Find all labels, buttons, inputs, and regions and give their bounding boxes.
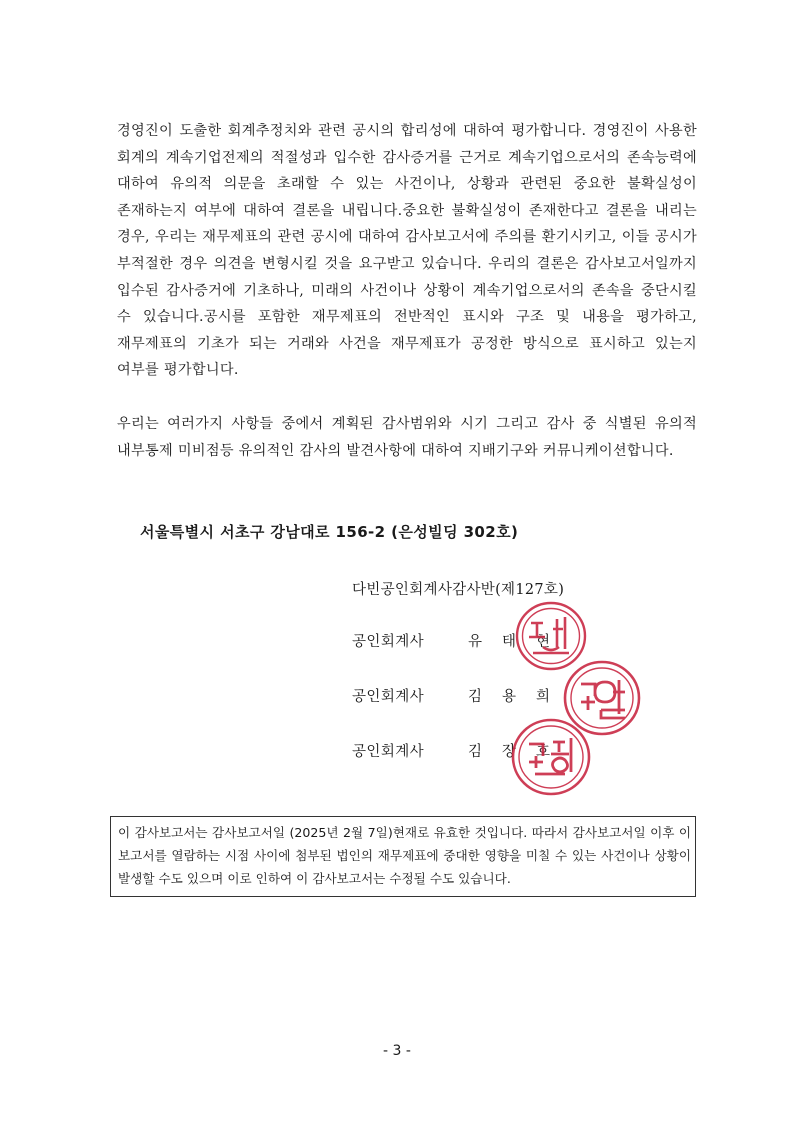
seal-stamp-icon [509, 716, 593, 798]
body-paragraph-1: 경영진이 도출한 회계추정치와 관련 공시의 합리성에 대하여 평가합니다. 경영진이 사용한 회계의 계속기업전제의 적절성과 입수한 감사증거를 근거로 계속기업으로서의 존속능력에 대하여 유의적 의문을 초래할 수 있는 사건이나, 상황과 관련된 중요한 불확실성이 존재하는지 여부에 대하여 결론을 내립니다.중요한 불확실성이 존재한다고 결론을 내리는 경우, 우리는 재무제표의 관련 공시에 대하여 감사보고서에 주의를 환기시키고, 이들 공시가 부적절한 경우 의견을 변형시킬 것을 요구받고 있습니다. 우리의 결론은 감사보고서일까지 입수된 감사증거에 기초하나, 미래의 사건이나 상황이 계속기업으로서의 존속을 중단시킬 수 있습니다.공시를 포함한 재무제표의 전반적인 표시와 구조 및 내용을 평가하고, 재무제표의 기초가 되는 거래와 사건을 재무제표가 공정한 방식으로 표시하고 있는지 여부를 평가합니다. [117, 123, 697, 379]
signer-role: 공인회계사 [352, 689, 425, 705]
signer-name-char: 현 [536, 634, 551, 650]
firm-address: 서울특별시 서초구 강남대로 156-2 (은성빌딩 302호) [140, 523, 519, 541]
signer-name-char: 유 [468, 634, 483, 650]
signer-name-char: 호 [536, 744, 551, 760]
signer-name-char: 희 [536, 689, 551, 705]
signer-name-char: 용 [502, 689, 517, 705]
signer-role: 공인회계사 [352, 744, 425, 760]
signer-name-char: 태 [502, 634, 517, 650]
validity-notice-box: 이 감사보고서는 감사보고서일 (2025년 2월 7일)현재로 유효한 것입니다. 따라서 감사보고서일 이후 이 보고서를 열람하는 시점 사이에 첨부된 법인의 재무제표에 중대한 영향을 미칠 수 있는 사건이나 상황이 발생할 수도 있으며 이로 인하여 이 감사보고서는 수정될 수도 있습니다. [110, 816, 696, 897]
signer-name-char: 김 [468, 744, 483, 760]
firm-name: 다빈공인회계사감사반(제127호) [352, 582, 565, 598]
signer-role: 공인회계사 [352, 634, 425, 650]
signer-name-char: 김 [468, 689, 483, 705]
body-paragraph-2: 우리는 여러가지 사항들 중에서 계획된 감사범위와 시기 그리고 감사 중 식별된 유의적 내부통제 미비점등 유의적인 감사의 발견사항에 대하여 지배기구와 커뮤니케이션합니다. [117, 416, 697, 459]
signer-name-char: 장 [502, 744, 517, 760]
page-number: - 3 - [383, 1043, 411, 1059]
